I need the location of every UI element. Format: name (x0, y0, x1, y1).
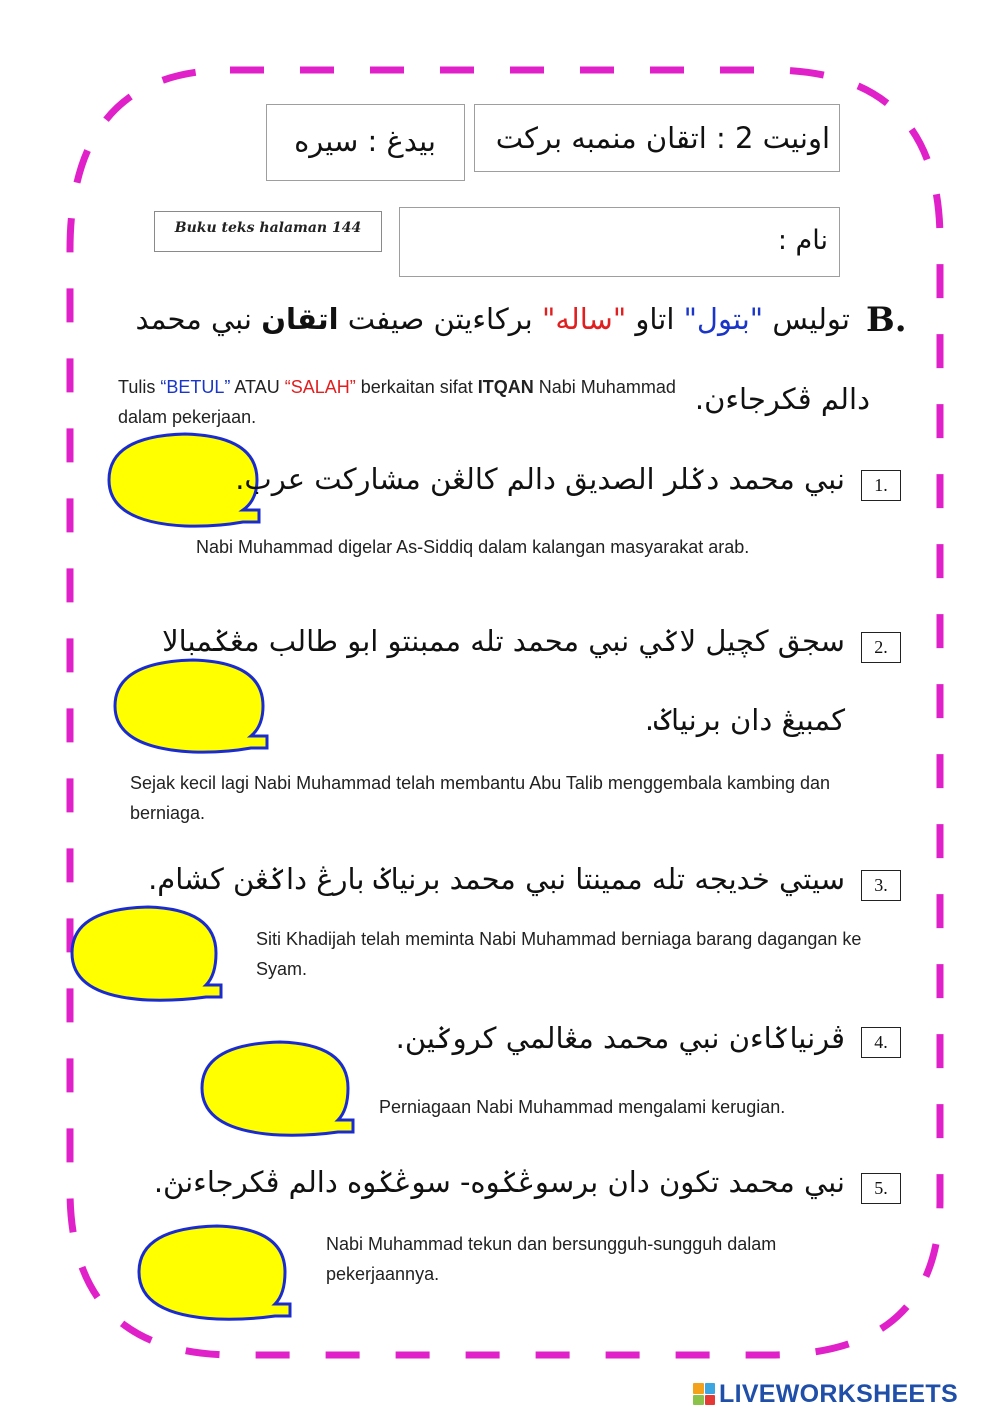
question-jawi-2: سجق كچيل لاݢي نبي محمد تله ممبنتو ابو طالب مڠݢمبالا (162, 624, 845, 658)
question-number-5: 5. (861, 1173, 901, 1204)
textbook-ref: Buku teks halaman 144 (174, 220, 362, 236)
question-malay-3: Siti Khadijah telah meminta Nabi Muhammad berniaga barang dagangan ke Syam. (256, 929, 862, 979)
question-jawi-3: سيتي خديجه تله ممينتا نبي محمد برنياݢ بارڠ داݢڠن كشام. (148, 862, 845, 896)
liveworksheets-logo (693, 1378, 993, 1410)
instruction-malay: Tulis “BETUL” ATAU “SALAH” berkaitan sifat ITQAN Nabi Muhammad dalam pekerjaan. (118, 377, 676, 427)
watermark-text: LIVEWORKSHEETS (719, 1379, 958, 1408)
section-label: B. (866, 300, 907, 340)
question-jawi-2-line2: كمبيڠ دان برنياݢ. (644, 703, 845, 737)
question-jawi-5: نبي محمد تكون دان برسوڠݢوه- سوڠݢوه دالم ڤكرجاءنڽ. (153, 1165, 845, 1199)
question-malay-5: Nabi Muhammad tekun dan bersungguh-sungguh dalam pekerjaannya. (326, 1234, 777, 1284)
question-number-3: 3. (861, 870, 901, 901)
question-jawi-1: نبي محمد دݢلر الصديق دالم كالڠن مشاركت عرب. (235, 462, 845, 496)
liveworksheets-logo-icon (693, 1383, 715, 1405)
subject-label: بيدغ : سيره (294, 124, 436, 158)
answer-bubble-3[interactable] (68, 903, 228, 1003)
question-malay-4: Perniagaan Nabi Muhammad mengalami kerugian. (379, 1097, 786, 1117)
betul-word: "بتول" (683, 302, 764, 336)
answer-bubble-2[interactable] (111, 656, 273, 756)
answer-bubble-5[interactable] (135, 1222, 297, 1322)
instruction-jawi-line1: توليس "بتول" اتاو "ساله" بركاءيتن صيفت اتقان نبي محمد (135, 302, 850, 336)
question-jawi-4: ڤرنياݢاءن نبي محمد مڠالمي كروݢين. (395, 1021, 845, 1055)
question-number-4: 4. (861, 1027, 901, 1058)
question-malay-2: Sejak kecil lagi Nabi Muhammad telah membantu Abu Talib menggembala kambing dan berniaga. (130, 773, 831, 823)
salah-word: "ساله" (541, 302, 627, 336)
question-malay-1: Nabi Muhammad digelar As-Siddiq dalam kalangan masyarakat arab. (196, 537, 750, 557)
unit-title: اونيت 2 : اتقان منمبه بركت (495, 121, 830, 155)
name-label: نام : (777, 225, 828, 256)
instruction-jawi-line2: دالم ڤكرجاءن. (694, 382, 870, 416)
question-number-2: 2. (861, 632, 901, 663)
answer-bubble-4[interactable] (198, 1038, 360, 1138)
question-number-1: 1. (861, 470, 901, 501)
